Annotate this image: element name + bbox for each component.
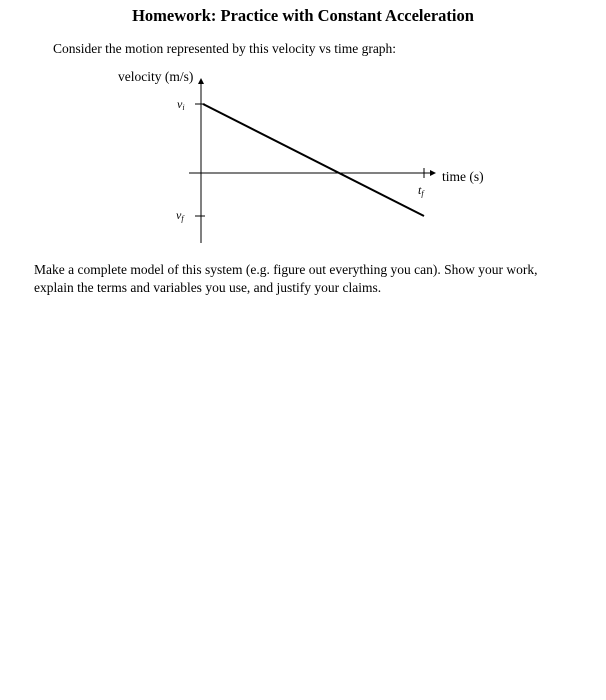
velocity-line: [203, 104, 424, 216]
y-axis-label: velocity (m/s): [118, 69, 194, 84]
prompt-text: Make a complete model of this system (e.g. figure out everything you can). Show your work, explain the terms and variables you use, and justify your claims.: [34, 262, 538, 295]
intro-text: Consider the motion represented by this velocity vs time graph:: [53, 41, 397, 56]
velocity-time-graph: [0, 0, 606, 260]
tick-label-vf: vf: [176, 208, 184, 223]
page-title: Homework: Practice with Constant Acceleration: [132, 6, 474, 25]
tick-label-tf: tf: [418, 183, 424, 198]
tick-label-vi: vi: [177, 97, 185, 112]
x-axis-label: time (s): [442, 169, 484, 184]
